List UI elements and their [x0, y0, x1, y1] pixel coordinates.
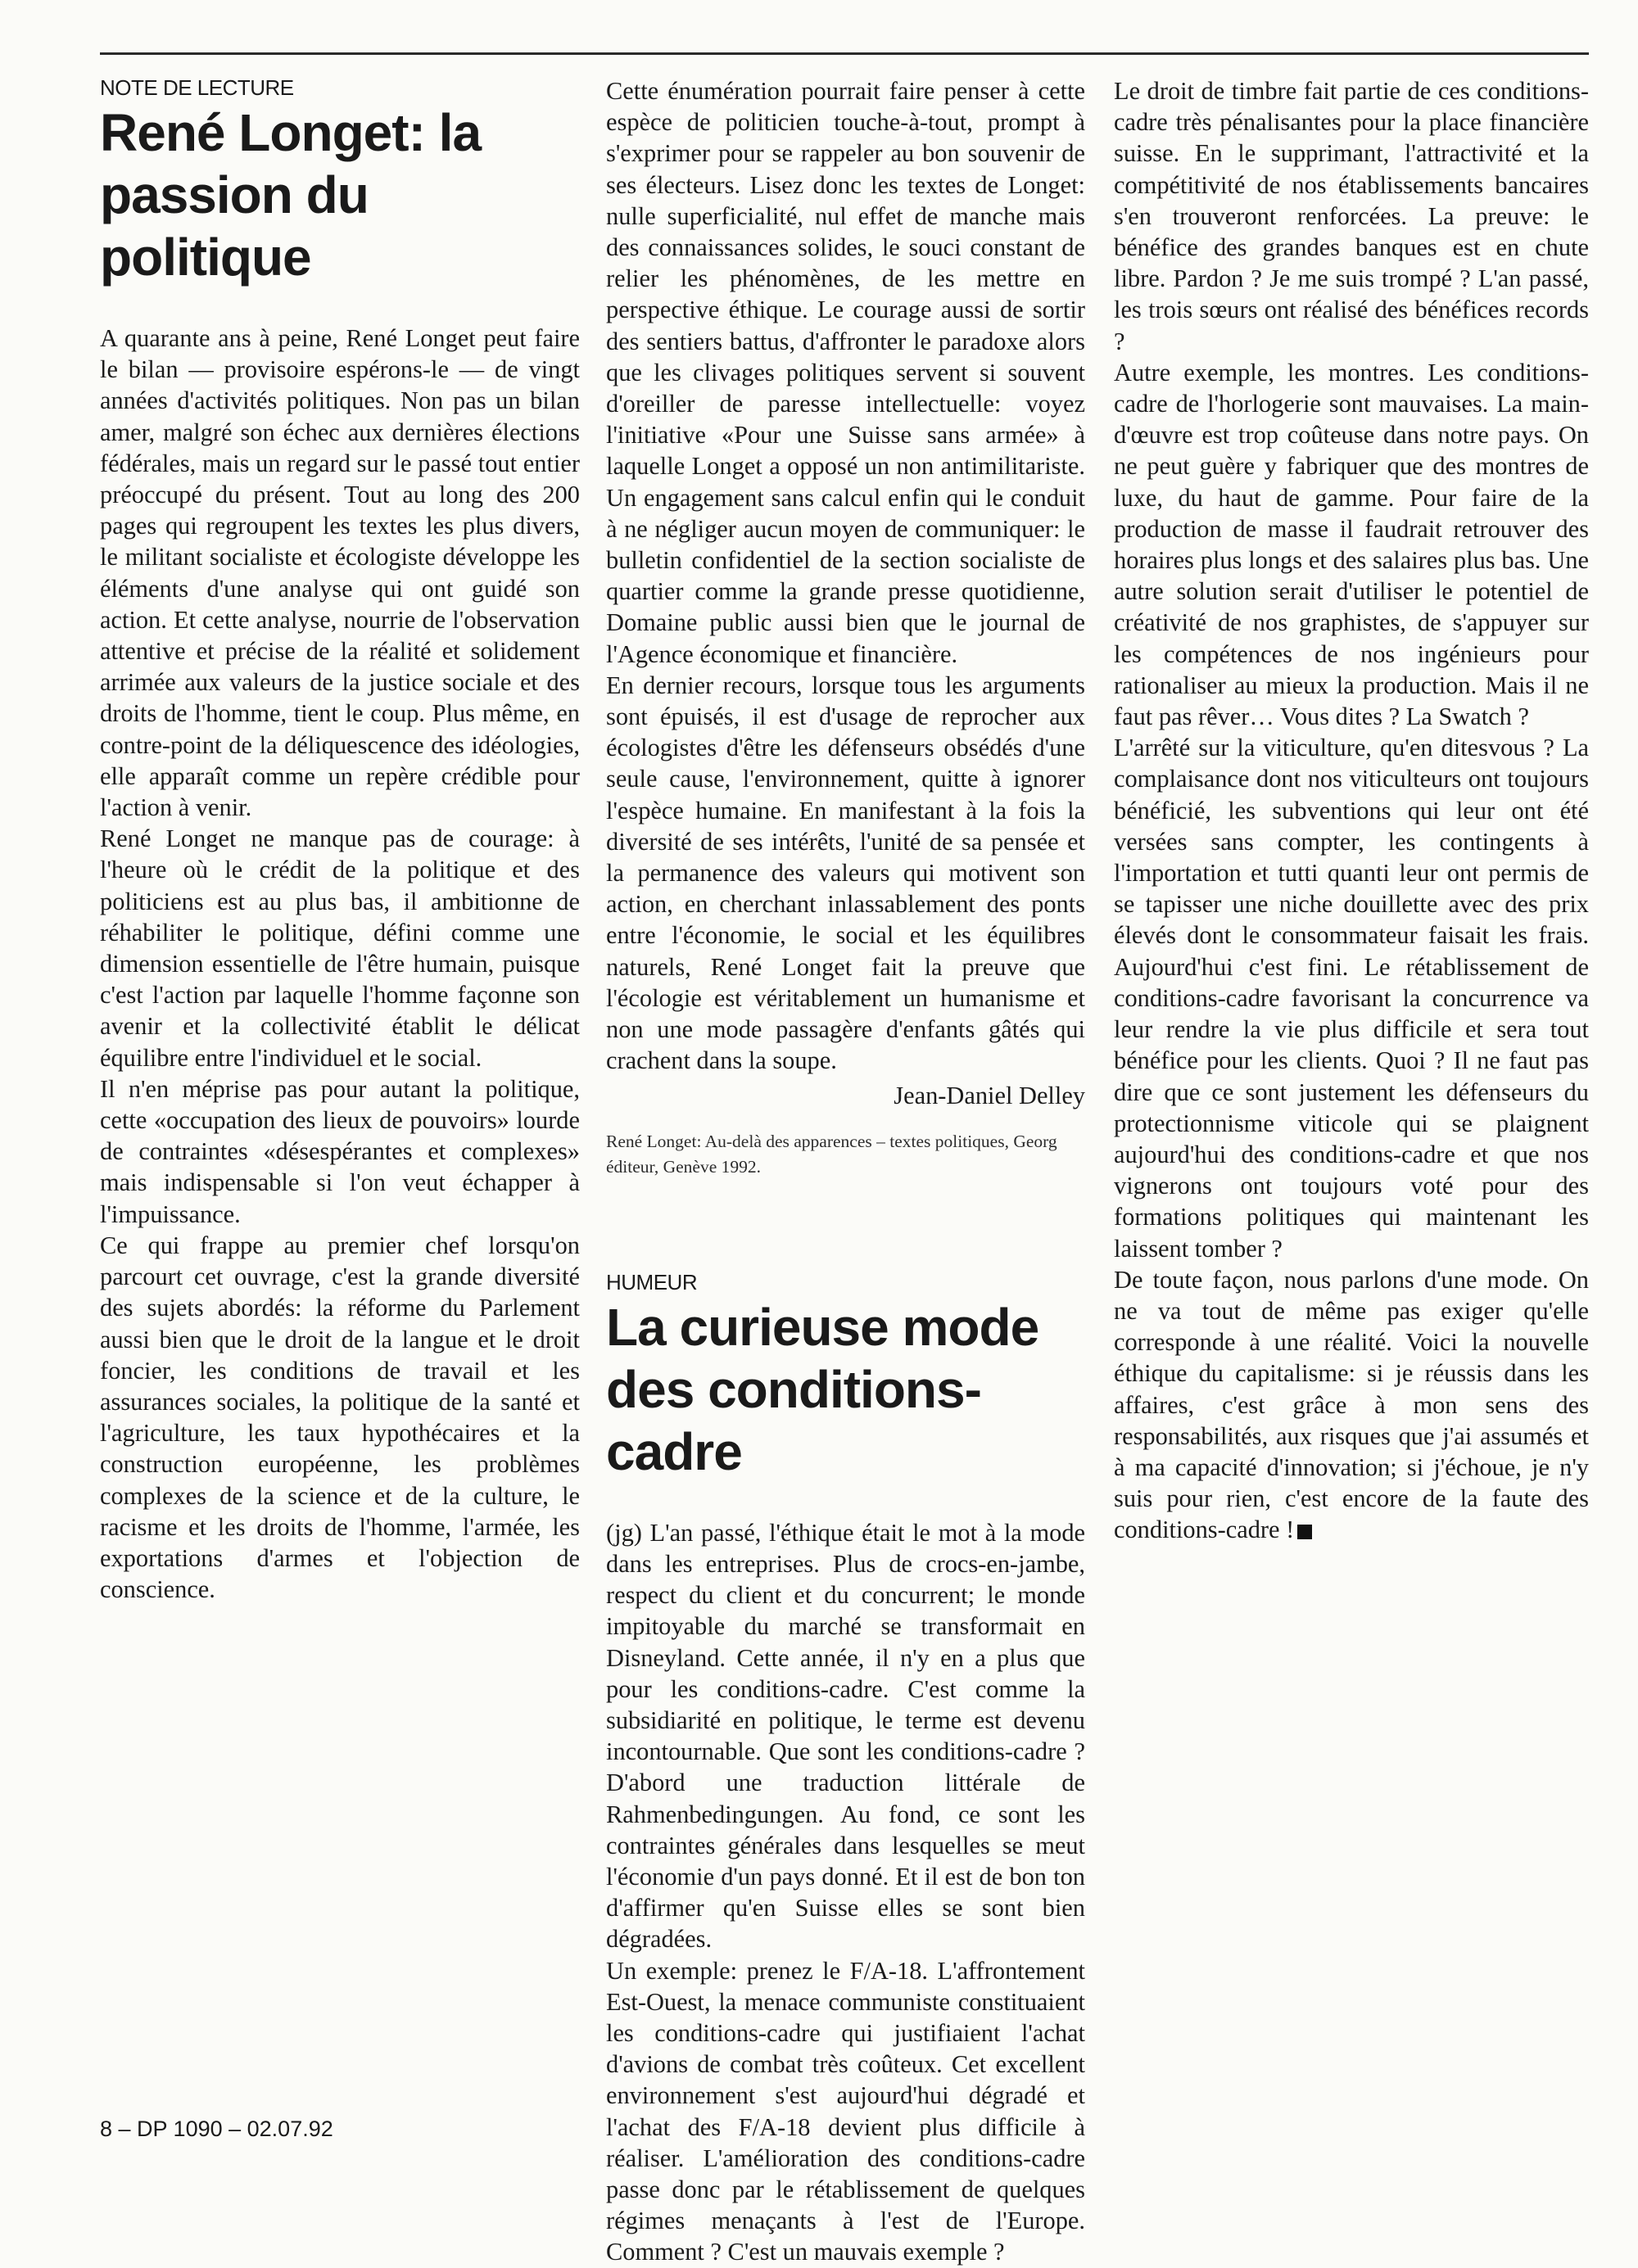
top-rule — [100, 52, 1589, 55]
article1-author: Jean-Daniel Delley — [894, 1081, 1085, 1109]
article2-last-paragraph-text: De toute façon, nous parlons d'une mode. On ne va tout de même pas exiger qu'elle corresponde à une réalité. Voici la nouvelle éthique du capitalisme: si je réussis dans les affaires, c'est grâce à mon sens des responsabilités, aux risques que j'ai assumés et à ma capacité d'innovation; si j'échoue, je n'y suis pour rien, c'est encore de la faute des conditions-cadre ! — [1114, 1265, 1589, 1544]
article1-paragraph: Ce qui frappe au premier chef lorsqu'on parcourt cet ouvrage, c'est la grande diversité des sujets abordés: la réforme du Parlement aussi bien que le droit de la langue et le droit foncier, les conditions de travail et les assurances sociales, la politique de la santé et l'agriculture, les taux hypothécaires et la construction européenne, les problèmes complexes de la science et de la culture, le racisme et les droits de l'homme, l'armée, les exportations d'armes et l'objection de conscience. — [100, 1231, 580, 1604]
article1-paragraph: A quarante ans à peine, René Longet peut faire le bilan — provisoire espérons-le — de vingt années d'activités politiques. Non pas un bilan amer, malgré son échec aux dernières élections fédérales, mais un regard sur le passé tout entier préoccupé du présent. Tout au long des 200 pages qui regroupent les textes les plus divers, le militant socialiste et écologiste développe les éléments d'une analyse qui ont guidé son action. Et cette analyse, nourrie de l'observation attentive et précise de la réalité et solidement arrimée aux valeurs de la justice sociale et des droits de l'homme, tient le coup. Plus même, en contre-point de la déliquescence des idéologies, elle apparaît comme un repère crédible pour l'action à venir. — [100, 324, 580, 822]
column-2 — [606, 75, 1085, 2268]
article1-kicker: NOTE DE LECTURE — [100, 75, 294, 100]
column-1 — [100, 75, 580, 1605]
article1-paragraph: En dernier recours, lorsque tous les arguments sont épuisés, il est d'usage de reprocher aux écologistes d'être les défenseurs obsédés d'une seule cause, l'environnement, quitte à ignorer l'espèce humaine. En manifestant à la fois la diversité de ses intérêts, l'unité de sa pensée et la permanence des valeurs qui motivent son action, en cherchant inlassablement des ponts entre l'économie, le social et les équilibres naturels, René Longet fait la preuve que l'écologie est véritablement un humanisme et non une mode passagère d'enfants gâtés qui crachent dans la soupe. — [606, 671, 1085, 1075]
end-of-article-mark — [1297, 1525, 1312, 1539]
article2-paragraph: (jg) L'an passé, l'éthique était le mot à la mode dans les entreprises. Plus de crocs-en-jambe, respect du client et du concurrent; le monde impitoyable du marché se transformait en Disneyland. Cette année, il n'y en a plus que pour les conditions-cadre. C'est comme la subsidiarité en politique, le terme est devenu incontournable. Que sont les conditions-cadre ? D'abord une traduction littérale de Rahmenbedingungen. Au fond, ce sont les contraintes générales dans lesquelles se meut l'économie d'un pays donné. Et il est de bon ton d'affirmer qu'en Suisse elles se sont bien dégradées. — [606, 1518, 1085, 1954]
article1-paragraph: René Longet ne manque pas de courage: à l'heure où le crédit de la politique et des politiciens est au plus bas, il ambitionne de réhabiliter le politique, défini comme une dimension essentielle de l'être humain, puisque c'est l'action par laquelle l'homme façonne son avenir et la collectivité établit le délicat équilibre entre l'individuel et le social. — [100, 825, 580, 1072]
column-3 — [1114, 75, 1589, 1546]
article2-kicker: HUMEUR — [606, 1269, 698, 1294]
article1-source: René Longet: Au-delà des apparences – textes politiques, Georg éditeur, Genève 1992. — [606, 1131, 1057, 1177]
article2-paragraph — [1114, 1264, 1589, 1546]
article2-title: La curieuse mode des conditions-cadre — [606, 1297, 1039, 1481]
article2-paragraph: Un exemple: prenez le F/A-18. L'affrontement Est-Ouest, la menace communiste constituaient les conditions-cadre qui justifiaient l'achat d'avions de combat très coûteux. Cet excellent environnement s'est aujourd'hui dégradé et l'achat des F/A-18 devient plus difficile à réaliser. L'amélioration des conditions-cadre passe donc par le rétablissement de quelques régimes menaçants à l'est de l'Europe. Comment ? C'est un mauvais exemple ? — [606, 1956, 1085, 2266]
article1-paragraph: Il n'en méprise pas pour autant la politique, cette «occupation des lieux de pouvoirs» lourde de contraintes «désespérantes et complexes» mais indispensable si l'on veut échapper à l'impuissance. — [100, 1074, 580, 1228]
article2-paragraph: Autre exemple, les montres. Les conditions-cadre de l'horlogerie sont mauvaises. La main-d'œuvre est trop coûteuse dans notre pays. On ne peut guère y fabriquer que des montres de luxe, du haut de gamme. Pour faire de la production de masse il faudrait retrouver des horaires plus longs et des salaires plus bas. Une autre solution serait d'utiliser le potentiel de créativité de nos graphistes, de s'appuyer sur les compétences de nos ingénieurs pour rationaliser au mieux la production. Mais il ne faut pas rêver… Vous dites ? La Swatch ? — [1114, 358, 1589, 731]
page-folio: 8 – DP 1090 – 02.07.92 — [100, 2117, 333, 2141]
article1-title: René Longet: la passion du politique — [100, 103, 482, 287]
article1-paragraph: Cette énumération pourrait faire penser à cette espèce de politicien touche-à-tout, prompt à s'exprimer pour se rappeler au bon souvenir de ses électeurs. Lisez donc les textes de Longet: nulle superficialité, nul effet de manche mais des connaissances solides, le souci constant de relier les phénomènes, de les mettre en perspective éthique. Le courage aussi de sortir des sentiers battus, d'affronter le paradoxe alors que les clivages politiques servent si souvent d'oreiller de paresse intellectuelle: voyez l'initiative «Pour une Suisse sans armée» à laquelle Longet a opposé un non antimilitariste. Un engagement sans calcul enfin qui le conduit à ne négliger aucun moyen de communiquer: le bulletin confidentiel de la section socialiste de quartier comme la grande presse quotidienne, Domaine public aussi bien que le journal de l'Agence économique et financière. — [606, 77, 1085, 668]
article2-paragraph: L'arrêté sur la viticulture, qu'en ditesvous ? La complaisance dont nos viticulteurs ont toujours bénéficié, les subventions qui leur ont été versées sans compter, les contingents à l'importation et tutti quanti leur ont permis de se tapisser une niche douillette avec des prix élevés dont le consommateur faisait les frais. Aujourd'hui c'est fini. Le rétablissement de conditions-cadre favorisant la concurrence va leur rendre la vie plus difficile et sera tout bénéfice pour les clients. Quoi ? Il ne faut pas dire que ce sont justement les défenseurs du protectionnisme viticole qui se plaignent aujourd'hui des conditions-cadre et que nos vignerons ont toujours voté pour des formations politiques qui maintenant les laissent tomber ? — [1114, 734, 1589, 1263]
article2-paragraph: Le droit de timbre fait partie de ces conditions-cadre très pénalisantes pour la place financière suisse. En le supprimant, l'attractivité et la compétitivité de nos établissements bancaires s'en trouveront renforcées. La preuve: le bénéfice des grandes banques est en chute libre. Pardon ? Je me suis trompé ? L'an passé, les trois sœurs ont réalisé des bénéfices records ? — [1114, 77, 1589, 355]
